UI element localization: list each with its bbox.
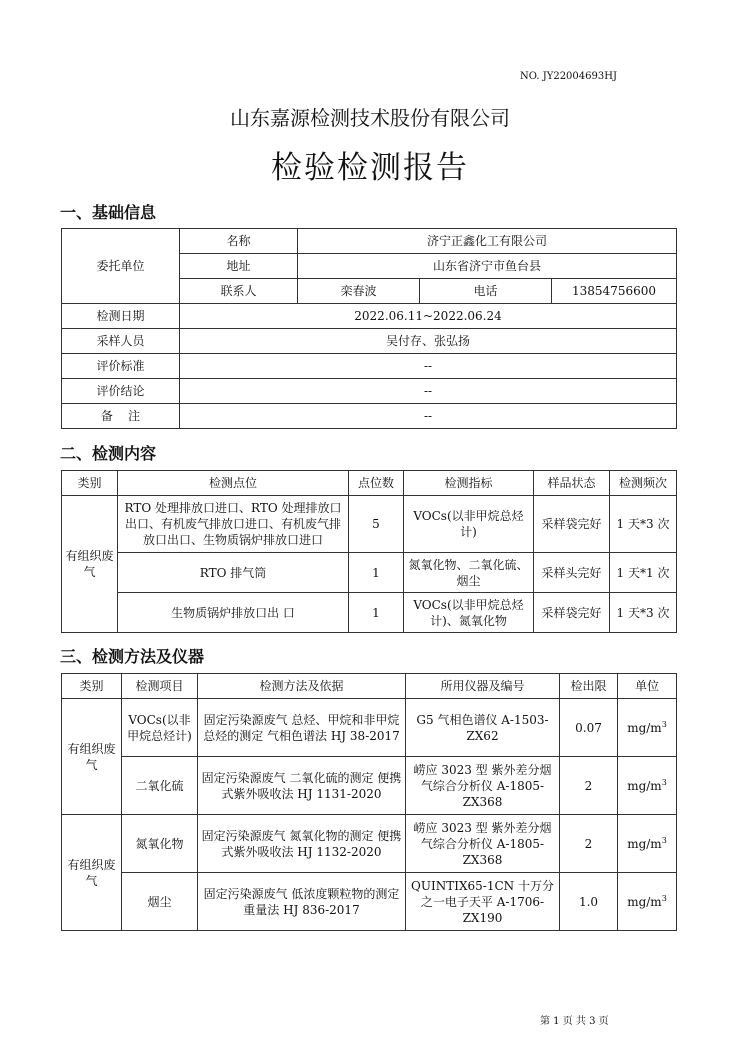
header-instrument: 所用仪器及编号 <box>406 674 560 699</box>
remark-value: -- <box>180 404 677 429</box>
item-cell: VOCs(以非甲烷总烃计) <box>122 699 198 757</box>
state-cell: 采样袋完好 <box>534 496 610 553</box>
unit-base: mg/m <box>627 778 662 793</box>
header-category: 类别 <box>62 471 118 496</box>
standard-value: -- <box>180 354 677 379</box>
report-number: NO. JY22004693HJ <box>520 71 617 82</box>
report-title: 检验检测报告 <box>271 150 469 186</box>
limit-cell: 0.07 <box>560 699 618 757</box>
remark-label: 备 注 <box>62 404 180 429</box>
header-point: 检测点位 <box>118 471 349 496</box>
address-label: 地址 <box>180 254 298 279</box>
table-row <box>62 815 677 873</box>
instrument-cell: QUINTIX65-1CN 十万分之一电子天平 A-1706-ZX190 <box>406 873 560 931</box>
unit-base: mg/m <box>627 894 662 909</box>
header-frequency: 检测频次 <box>610 471 677 496</box>
sampler-label: 采样人员 <box>62 329 180 354</box>
item-cell: 烟尘 <box>122 873 198 931</box>
indicator-cell: 氮氧化物、二氧化硫、烟尘 <box>404 553 534 593</box>
unit-exponent: 3 <box>661 835 667 845</box>
date-label: 检测日期 <box>62 304 180 329</box>
unit-exponent: 3 <box>661 719 667 729</box>
name-value: 济宁正鑫化工有限公司 <box>298 229 677 254</box>
header-indicator: 检测指标 <box>404 471 534 496</box>
header-limit: 检出限 <box>560 674 618 699</box>
point-cell: RTO 处理排放口进口、RTO 处理排放口出口、有机废气排放口进口、有机废气排放口出口、生物质锅炉排放口进口 <box>118 496 349 553</box>
address-value: 山东省济宁市鱼台县 <box>298 254 677 279</box>
frequency-cell: 1 天*3 次 <box>610 593 677 633</box>
basic-info-table <box>61 228 677 429</box>
contact-label: 联系人 <box>180 279 298 304</box>
method-cell: 固定污染源废气 二氧化硫的测定 便携式紫外吸收法 HJ 1131-2020 <box>198 757 406 815</box>
unit-base: mg/m <box>627 720 662 735</box>
limit-cell: 2 <box>560 757 618 815</box>
unit-exponent: 3 <box>661 777 667 787</box>
instrument-cell: 崂应 3023 型 紫外差分烟气综合分析仪 A-1805-ZX368 <box>406 757 560 815</box>
name-label: 名称 <box>180 229 298 254</box>
unit-cell <box>618 757 677 815</box>
category-cell: 有组织废气 <box>62 496 118 633</box>
table-row <box>62 496 677 553</box>
page-footer: 第 1 页 共 3 页 <box>540 1016 609 1027</box>
header-method: 检测方法及依据 <box>198 674 406 699</box>
method-cell: 固定污染源废气 低浓度颗粒物的测定 重量法 HJ 836-2017 <box>198 873 406 931</box>
category-cell: 有组织废气 <box>62 815 122 931</box>
conclusion-value: -- <box>180 379 677 404</box>
limit-cell: 1.0 <box>560 873 618 931</box>
sampler-value: 吴付存、张弘扬 <box>180 329 677 354</box>
point-cell: 生物质锅炉排放口出 口 <box>118 593 349 633</box>
instrument-cell: 崂应 3023 型 紫外差分烟气综合分析仪 A-1805-ZX368 <box>406 815 560 873</box>
count-cell: 5 <box>349 496 404 553</box>
unit-exponent: 3 <box>661 893 667 903</box>
method-cell: 固定污染源废气 总烃、甲烷和非甲烷总烃的测定 气相色谱法 HJ 38-2017 <box>198 699 406 757</box>
method-instrument-table <box>61 673 677 931</box>
standard-label: 评价标准 <box>62 354 180 379</box>
category-cell: 有组织废气 <box>62 699 122 815</box>
item-cell: 氮氧化物 <box>122 815 198 873</box>
conclusion-label: 评价结论 <box>62 379 180 404</box>
method-cell: 固定污染源废气 氮氧化物的测定 便携式紫外吸收法 HJ 1132-2020 <box>198 815 406 873</box>
header-state: 样品状态 <box>534 471 610 496</box>
unit-base: mg/m <box>627 836 662 851</box>
header-unit: 单位 <box>618 674 677 699</box>
table-row <box>62 757 677 815</box>
state-cell: 采样袋完好 <box>534 593 610 633</box>
limit-cell: 2 <box>560 815 618 873</box>
header-item: 检测项目 <box>122 674 198 699</box>
instrument-cell: G5 气相色谱仪 A-1503-ZX62 <box>406 699 560 757</box>
date-value: 2022.06.11~2022.06.24 <box>180 304 677 329</box>
state-cell: 采样头完好 <box>534 553 610 593</box>
table-row <box>62 699 677 757</box>
unit-cell <box>618 699 677 757</box>
header-count: 点位数 <box>349 471 404 496</box>
count-cell: 1 <box>349 593 404 633</box>
contact-value: 栾春波 <box>298 279 420 304</box>
client-label: 委托单位 <box>62 229 180 304</box>
header-category: 类别 <box>62 674 122 699</box>
test-content-table <box>61 470 677 633</box>
frequency-cell: 1 天*3 次 <box>610 496 677 553</box>
point-cell: RTO 排气筒 <box>118 553 349 593</box>
table-row <box>62 593 677 633</box>
indicator-cell: VOCs(以非甲烷总烃计)、氮氧化物 <box>404 593 534 633</box>
item-cell: 二氧化硫 <box>122 757 198 815</box>
section3-heading: 三、检测方法及仪器 <box>60 647 205 666</box>
indicator-cell: VOCs(以非甲烷总烃计) <box>404 496 534 553</box>
count-cell: 1 <box>349 553 404 593</box>
frequency-cell: 1 天*1 次 <box>610 553 677 593</box>
unit-cell <box>618 873 677 931</box>
company-name: 山东嘉源检测技术股份有限公司 <box>230 106 510 130</box>
unit-cell <box>618 815 677 873</box>
table-row <box>62 873 677 931</box>
section1-heading: 一、基础信息 <box>60 203 157 222</box>
phone-value: 13854756600 <box>552 279 677 304</box>
section2-heading: 二、检测内容 <box>60 444 157 463</box>
phone-label: 电话 <box>420 279 552 304</box>
table-row <box>62 553 677 593</box>
